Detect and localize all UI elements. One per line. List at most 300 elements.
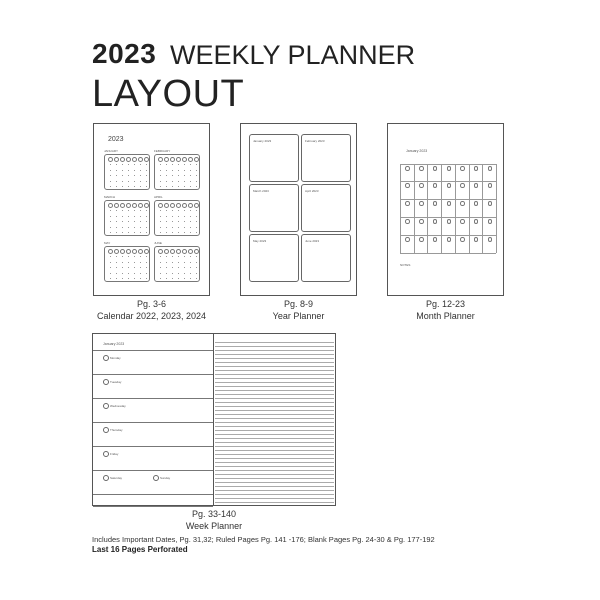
weekday-circle xyxy=(144,203,149,208)
date-dot xyxy=(146,278,147,279)
date-dot xyxy=(184,181,185,182)
date-dot xyxy=(128,256,129,257)
date-dot xyxy=(110,181,111,182)
date-dot xyxy=(166,170,167,171)
weekday-circle xyxy=(138,157,143,162)
month-day-marker xyxy=(405,201,410,206)
ruled-line xyxy=(215,410,334,411)
date-dot xyxy=(140,186,141,187)
date-dot xyxy=(128,164,129,165)
ruled-line xyxy=(215,430,334,431)
date-dot xyxy=(190,278,191,279)
month-grid-col-line xyxy=(482,164,483,253)
ruled-line xyxy=(215,458,334,459)
date-dot xyxy=(172,175,173,176)
title-weekly-planner: WEEKLY PLANNER xyxy=(170,40,416,70)
weekday-circle xyxy=(108,203,113,208)
date-dot xyxy=(134,181,135,182)
date-dot xyxy=(196,210,197,211)
date-dot xyxy=(110,273,111,274)
date-dot xyxy=(122,175,123,176)
date-dot xyxy=(128,273,129,274)
ruled-line xyxy=(215,438,334,439)
date-dot xyxy=(160,170,161,171)
month-day-marker xyxy=(474,237,479,242)
week-planner-caption-title: Week Planner xyxy=(185,521,243,531)
month-planner-footer: NOTES xyxy=(400,263,411,267)
weekday-circle xyxy=(138,203,143,208)
calendar-year-label: 2023 xyxy=(108,136,124,143)
date-dot xyxy=(196,216,197,217)
date-dot xyxy=(134,216,135,217)
date-dot xyxy=(184,262,185,263)
month-day-marker xyxy=(447,219,452,224)
ruled-line xyxy=(215,486,334,487)
date-dot xyxy=(116,273,117,274)
ruled-line xyxy=(215,350,334,351)
ruled-line xyxy=(215,442,334,443)
date-dot xyxy=(128,216,129,217)
includes-note: Includes Important Dates, Pg. 31,32; Ruled Pages Pg. 141 -176; Blank Pages Pg. 24-30 & Pg. 177-192 xyxy=(92,535,435,544)
month-day-marker xyxy=(460,237,465,242)
date-dot xyxy=(140,278,141,279)
date-dot xyxy=(110,232,111,233)
month-day-marker xyxy=(447,166,452,171)
date-dot xyxy=(184,170,185,171)
calendar-caption-title: Calendar 2022, 2023, 2024 xyxy=(96,311,207,321)
date-dot xyxy=(116,216,117,217)
date-dot xyxy=(196,221,197,222)
weekday-circle xyxy=(114,203,119,208)
weekday-circle xyxy=(158,249,163,254)
year-planner-month-label: February 2023 xyxy=(305,139,325,143)
calendar-month-label: FEBRUARY xyxy=(154,149,171,153)
date-dot xyxy=(140,210,141,211)
month-day-marker xyxy=(474,219,479,224)
ruled-line xyxy=(215,502,334,503)
date-dot xyxy=(122,262,123,263)
date-dot xyxy=(190,232,191,233)
month-day-marker xyxy=(419,183,424,188)
date-dot xyxy=(128,175,129,176)
ruled-line xyxy=(215,378,334,379)
date-dot xyxy=(190,216,191,217)
date-dot xyxy=(140,181,141,182)
date-dot xyxy=(140,267,141,268)
calendar-month-label: JANUARY xyxy=(104,149,118,153)
weekday-circle xyxy=(126,157,131,162)
date-dot xyxy=(184,267,185,268)
date-dot xyxy=(172,210,173,211)
date-dot xyxy=(178,273,179,274)
date-dot xyxy=(172,278,173,279)
date-dot xyxy=(110,170,111,171)
date-dot xyxy=(116,262,117,263)
ruled-line xyxy=(215,434,334,435)
month-grid-col-line xyxy=(469,164,470,253)
month-day-marker xyxy=(419,219,424,224)
month-day-marker xyxy=(405,237,410,242)
date-dot xyxy=(178,262,179,263)
month-grid-col-line xyxy=(400,164,401,253)
date-dot xyxy=(196,267,197,268)
month-grid-col-line xyxy=(455,164,456,253)
year-planner-month-box xyxy=(301,234,351,282)
date-dot xyxy=(160,232,161,233)
date-dot xyxy=(146,262,147,263)
ruled-line xyxy=(215,406,334,407)
date-dot xyxy=(128,278,129,279)
year-planner-month-box xyxy=(249,234,299,282)
date-dot xyxy=(196,170,197,171)
weekday-circle xyxy=(164,157,169,162)
calendar-month-label: JUNE xyxy=(154,241,162,245)
date-dot xyxy=(116,175,117,176)
weekday-circle xyxy=(144,249,149,254)
year-planner-caption-pages: Pg. 8-9 xyxy=(283,299,314,309)
weekday-circle xyxy=(188,157,193,162)
date-dot xyxy=(166,262,167,263)
calendar-month-box xyxy=(104,246,150,282)
date-dot xyxy=(178,164,179,165)
date-dot xyxy=(196,232,197,233)
weekday-circle xyxy=(132,157,137,162)
ruled-line xyxy=(215,390,334,391)
date-dot xyxy=(146,170,147,171)
ruled-line xyxy=(215,414,334,415)
ruled-line xyxy=(215,370,334,371)
weekday-circle xyxy=(188,203,193,208)
date-dot xyxy=(184,210,185,211)
month-planner-caption-pages: Pg. 12-23 xyxy=(425,299,466,309)
ruled-line xyxy=(215,398,334,399)
date-dot xyxy=(146,273,147,274)
month-day-marker xyxy=(488,219,493,224)
week-day-separator xyxy=(93,422,213,423)
date-dot xyxy=(116,227,117,228)
date-dot xyxy=(172,232,173,233)
date-dot xyxy=(110,262,111,263)
date-dot xyxy=(128,181,129,182)
weekday-circle xyxy=(182,249,187,254)
month-day-marker xyxy=(405,183,410,188)
weekday-circle xyxy=(114,157,119,162)
ruled-line xyxy=(215,494,334,495)
ruled-line xyxy=(215,394,334,395)
date-dot xyxy=(146,232,147,233)
date-dot xyxy=(122,221,123,222)
weekday-circle xyxy=(108,157,113,162)
month-grid-col-line xyxy=(427,164,428,253)
date-dot xyxy=(110,278,111,279)
date-dot xyxy=(160,181,161,182)
date-dot xyxy=(160,164,161,165)
date-dot xyxy=(166,267,167,268)
date-dot xyxy=(184,186,185,187)
date-dot xyxy=(184,256,185,257)
date-dot xyxy=(190,227,191,228)
ruled-line xyxy=(215,346,334,347)
month-day-marker xyxy=(488,183,493,188)
date-dot xyxy=(190,221,191,222)
date-dot xyxy=(190,262,191,263)
ruled-line xyxy=(215,498,334,499)
month-day-marker xyxy=(447,201,452,206)
date-dot xyxy=(146,221,147,222)
date-dot xyxy=(172,221,173,222)
date-dot xyxy=(122,216,123,217)
date-dot xyxy=(134,256,135,257)
date-dot xyxy=(166,210,167,211)
ruled-line xyxy=(215,482,334,483)
date-dot xyxy=(146,210,147,211)
month-day-marker xyxy=(488,237,493,242)
calendar-page-thumbnail xyxy=(93,123,210,296)
date-dot xyxy=(160,262,161,263)
weekday-circle xyxy=(120,157,125,162)
year-planner-month-label: May 2023 xyxy=(253,239,267,243)
date-dot xyxy=(178,256,179,257)
month-day-marker xyxy=(447,183,452,188)
date-dot xyxy=(122,170,123,171)
date-dot xyxy=(184,221,185,222)
week-day-label: Thursday xyxy=(110,427,123,432)
weekday-circle xyxy=(194,203,199,208)
date-dot xyxy=(184,164,185,165)
date-dot xyxy=(134,175,135,176)
year-planner-thumbnail xyxy=(240,123,357,296)
weekday-circle xyxy=(176,203,181,208)
date-dot xyxy=(172,181,173,182)
week-day-separator xyxy=(93,374,213,375)
weekday-circle xyxy=(188,249,193,254)
ruled-line xyxy=(215,466,334,467)
date-dot xyxy=(146,267,147,268)
date-dot xyxy=(110,221,111,222)
ruled-line xyxy=(215,426,334,427)
ruled-line xyxy=(215,490,334,491)
week-day-circle xyxy=(103,379,109,385)
month-day-marker xyxy=(488,166,493,171)
date-dot xyxy=(160,267,161,268)
weekday-circle xyxy=(114,249,119,254)
date-dot xyxy=(166,181,167,182)
ruled-line xyxy=(215,462,334,463)
weekday-circle xyxy=(158,203,163,208)
month-grid-col-line xyxy=(441,164,442,253)
month-day-marker xyxy=(419,237,424,242)
date-dot xyxy=(116,221,117,222)
date-dot xyxy=(116,232,117,233)
date-dot xyxy=(178,175,179,176)
ruled-line xyxy=(215,454,334,455)
week-day-circle xyxy=(103,427,109,433)
date-dot xyxy=(196,164,197,165)
date-dot xyxy=(184,175,185,176)
date-dot xyxy=(166,227,167,228)
date-dot xyxy=(116,164,117,165)
date-dot xyxy=(160,210,161,211)
month-day-marker xyxy=(460,166,465,171)
ruled-line xyxy=(215,382,334,383)
date-dot xyxy=(110,267,111,268)
weekday-circle xyxy=(176,157,181,162)
weekday-circle xyxy=(194,157,199,162)
weekday-circle xyxy=(132,203,137,208)
week-day-circle xyxy=(103,475,109,481)
date-dot xyxy=(196,227,197,228)
title-layout: LAYOUT xyxy=(92,73,245,115)
week-planner-caption-pages: Pg. 33-140 xyxy=(191,509,237,519)
weekday-circle xyxy=(144,157,149,162)
weekday-circle xyxy=(126,249,131,254)
date-dot xyxy=(128,267,129,268)
calendar-month-label: MAY xyxy=(104,241,111,245)
ruled-line xyxy=(215,450,334,451)
date-dot xyxy=(190,175,191,176)
month-day-marker xyxy=(474,166,479,171)
date-dot xyxy=(110,186,111,187)
date-dot xyxy=(178,232,179,233)
ruled-line xyxy=(215,342,334,343)
ruled-line xyxy=(215,478,334,479)
weekday-circle xyxy=(182,157,187,162)
date-dot xyxy=(172,216,173,217)
date-dot xyxy=(160,273,161,274)
week-day-circle xyxy=(103,403,109,409)
date-dot xyxy=(160,227,161,228)
date-dot xyxy=(190,186,191,187)
date-dot xyxy=(146,216,147,217)
week-planner-header: January 2023 xyxy=(103,342,125,346)
weekday-circle xyxy=(194,249,199,254)
date-dot xyxy=(196,273,197,274)
calendar-caption-pages: Pg. 3-6 xyxy=(136,299,167,309)
date-dot xyxy=(166,278,167,279)
date-dot xyxy=(196,186,197,187)
date-dot xyxy=(160,216,161,217)
date-dot xyxy=(166,273,167,274)
date-dot xyxy=(122,186,123,187)
date-dot xyxy=(178,186,179,187)
date-dot xyxy=(116,186,117,187)
date-dot xyxy=(178,170,179,171)
date-dot xyxy=(196,256,197,257)
date-dot xyxy=(122,181,123,182)
month-day-marker xyxy=(433,237,438,242)
date-dot xyxy=(140,262,141,263)
date-dot xyxy=(116,210,117,211)
date-dot xyxy=(134,164,135,165)
year-planner-month-label: March 2023 xyxy=(253,189,269,193)
month-day-marker xyxy=(460,201,465,206)
date-dot xyxy=(166,256,167,257)
date-dot xyxy=(184,216,185,217)
calendar-month-box xyxy=(104,200,150,236)
date-dot xyxy=(128,186,129,187)
date-dot xyxy=(172,186,173,187)
month-day-marker xyxy=(460,183,465,188)
date-dot xyxy=(128,227,129,228)
date-dot xyxy=(122,232,123,233)
date-dot xyxy=(146,186,147,187)
date-dot xyxy=(110,227,111,228)
weekday-circle xyxy=(170,203,175,208)
date-dot xyxy=(122,278,123,279)
date-dot xyxy=(190,170,191,171)
calendar-month-label: MARCH xyxy=(104,195,115,199)
ruled-line xyxy=(215,354,334,355)
date-dot xyxy=(134,273,135,274)
weekday-circle xyxy=(182,203,187,208)
week-sunday-circle xyxy=(153,475,159,481)
date-dot xyxy=(166,186,167,187)
month-day-marker xyxy=(447,237,452,242)
date-dot xyxy=(190,267,191,268)
date-dot xyxy=(116,170,117,171)
date-dot xyxy=(128,210,129,211)
date-dot xyxy=(140,175,141,176)
date-dot xyxy=(190,256,191,257)
date-dot xyxy=(140,216,141,217)
ruled-line xyxy=(215,358,334,359)
week-day-label: Saturday xyxy=(110,475,123,480)
date-dot xyxy=(128,221,129,222)
date-dot xyxy=(140,256,141,257)
date-dot xyxy=(110,256,111,257)
week-day-label: Wednesday xyxy=(110,403,126,408)
calendar-month-box xyxy=(154,246,200,282)
year-planner-caption-title: Year Planner xyxy=(272,311,325,321)
week-day-separator xyxy=(93,494,213,495)
month-day-marker xyxy=(474,201,479,206)
date-dot xyxy=(128,170,129,171)
year-planner-month-box xyxy=(301,184,351,232)
date-dot xyxy=(160,256,161,257)
month-day-marker xyxy=(488,201,493,206)
date-dot xyxy=(146,181,147,182)
date-dot xyxy=(166,175,167,176)
ruled-line xyxy=(215,446,334,447)
weekday-circle xyxy=(120,249,125,254)
date-dot xyxy=(122,267,123,268)
date-dot xyxy=(134,186,135,187)
date-dot xyxy=(196,181,197,182)
month-day-marker xyxy=(433,201,438,206)
date-dot xyxy=(134,267,135,268)
week-day-circle xyxy=(103,355,109,361)
ruled-line xyxy=(215,474,334,475)
date-dot xyxy=(116,181,117,182)
date-dot xyxy=(128,232,129,233)
date-dot xyxy=(172,227,173,228)
date-dot xyxy=(190,164,191,165)
date-dot xyxy=(140,221,141,222)
weekday-circle xyxy=(170,249,175,254)
weekday-circle xyxy=(138,249,143,254)
month-grid-row-line xyxy=(400,253,496,254)
date-dot xyxy=(178,221,179,222)
month-planner-header: January 2023 xyxy=(406,149,428,153)
month-planner-caption-title: Month Planner xyxy=(416,311,475,321)
calendar-month-box xyxy=(154,154,200,190)
date-dot xyxy=(134,221,135,222)
weekday-circle xyxy=(158,157,163,162)
week-day-separator xyxy=(93,446,213,447)
week-day-separator xyxy=(93,350,213,351)
date-dot xyxy=(146,256,147,257)
date-dot xyxy=(110,216,111,217)
